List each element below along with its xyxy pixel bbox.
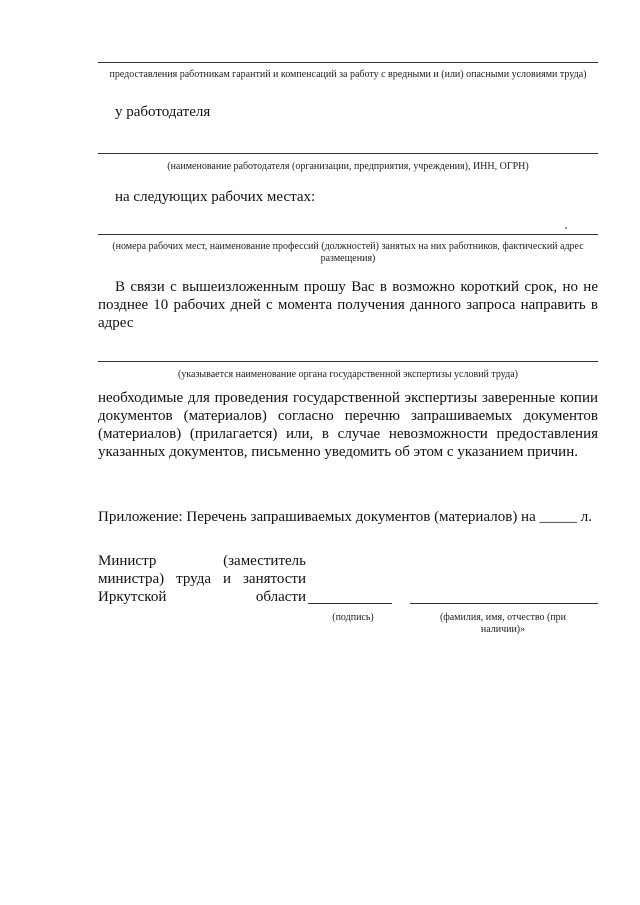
guarantees-caption: предоставления работникам гарантий и компенсаций за работу с вредными и (или) опасными условиями труда) [109, 69, 587, 80]
guarantees-line [98, 62, 598, 63]
employer-line [98, 153, 598, 154]
documents-paragraph: необходимые для проведения государственной экспертизы заверенные копии документов (материалов) согласно перечню запрашиваемых документов (материалов) (прилагается) или, в случае невозможности предоставления указанных документов, письменно уведомить об этом с указанием причин. [98, 390, 598, 460]
authority-caption: (указывается наименование органа государственной экспертизы условий труда) [178, 369, 518, 380]
workplaces-caption: (номера рабочих мест, наименование профессий (должностей) занятых на них работников, фактический адрес размещения) [112, 241, 584, 264]
employer-label: у работодателя [115, 104, 211, 120]
signature-caption: (подпись) [332, 612, 374, 623]
fullname-caption: (фамилия, имя, отчество (при наличии)» [439, 612, 567, 635]
attachment-text: Приложение: Перечень запрашиваемых документов (материалов) на _____ л. [98, 509, 592, 525]
employer-caption: (наименование работодателя (организации, предприятия, учреждения), ИНН, ОГРН) [167, 161, 529, 172]
signature-line [308, 603, 392, 604]
signatory-title: Министр (заместитель министра) труда и занятости Иркутской области [98, 553, 306, 605]
scan-speck [565, 227, 567, 229]
request-paragraph: В связи с вышеизложенным прошу Вас в возможно короткий срок, но не позднее 10 рабочих дней с момента получения данного запроса направить в адрес [98, 279, 598, 331]
authority-line [98, 361, 598, 362]
fullname-line [410, 603, 598, 604]
workplaces-line [98, 234, 598, 235]
workplaces-label: на следующих рабочих местах: [115, 189, 316, 205]
